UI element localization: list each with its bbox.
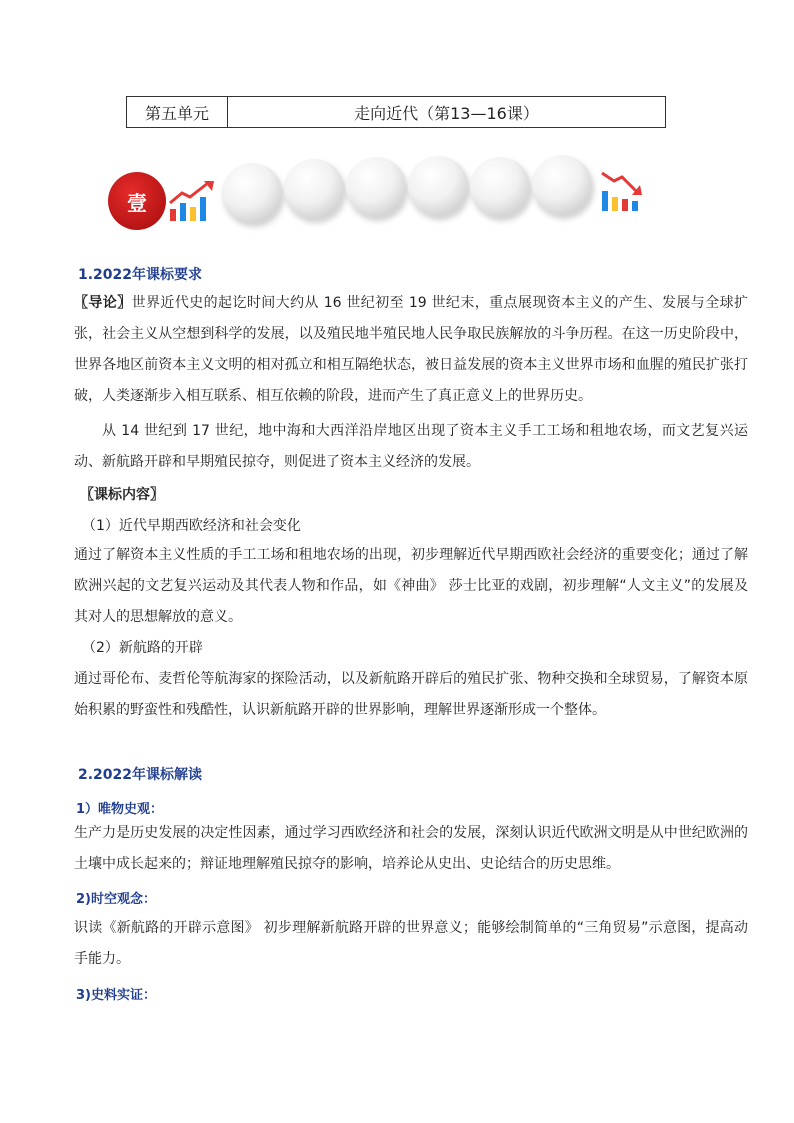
materialism-text: 生产力是历史发展的决定性因素，通过学习西欧经济和社会的发展，深刻认识近代欧洲文明是从中世纪欧洲的土壤中成长起来的；辩证地理解殖民掠夺的影响，培养论从史出、史论结合的历史思维。 xyxy=(74,825,748,872)
decor-ball-6 xyxy=(532,155,592,215)
decor-ball-1 xyxy=(222,163,282,223)
content-label: 〖课标内容〗 xyxy=(80,487,164,503)
section1-heading: 1.2022年课标要求 xyxy=(78,267,203,283)
decor-ball-5 xyxy=(470,157,530,217)
decor-ball-2 xyxy=(284,159,344,219)
item2-title: （2）新航路的开辟 xyxy=(82,640,203,656)
spacetime-text: 识读《新航路的开辟示意图》 初步理解新航路开辟的世界意义；能够绘制简单的“三角贸易”示意图，提高动手能力。 xyxy=(74,920,748,967)
item2-text: 通过哥伦布、麦哲伦等航海家的探险活动，以及新航路开辟后的殖民扩张、物种交换和全球贸易，了解资本原始积累的野蛮性和残酷性，认识新航路开辟的世界影响，理解世界逐渐形成一个整体。 xyxy=(74,671,748,718)
item1-title: （1）近代早期西欧经济和社会变化 xyxy=(82,518,301,534)
intro-paragraph xyxy=(74,288,748,412)
subheading-materialism: 1）唯物史观： xyxy=(76,802,164,817)
unit-header-table xyxy=(126,96,666,128)
unit-title: 走向近代（第13—16课） xyxy=(354,103,539,123)
unit-label: 第五单元 xyxy=(127,97,228,127)
rising-chart-icon xyxy=(168,179,216,223)
falling-chart-icon xyxy=(600,169,644,213)
decor-ball-4 xyxy=(408,156,468,216)
section-badge: 壹 xyxy=(108,172,166,230)
intro-lead: 〖导论〗 xyxy=(74,295,132,311)
decor-ball-3 xyxy=(346,157,406,217)
section2-heading: 2.2022年课标解读 xyxy=(78,767,203,783)
intro-text: 世界近代史的起讫时间大约从 16 世纪初至 19 世纪末，重点展现资本主义的产生、发展与全球扩张，社会主义从空想到科学的发展，以及殖民地半殖民地人民争取民族解放的斗争历程。在这一历史阶段中，世界各地区前资本主义文明的相对孤立和相互隔绝状态，被日益发展的资本主义世界市场和血腥的殖民扩张打破，人类逐渐步入相互联系、相互依赖的阶段，进而产生了真正意义上的世界历史。 xyxy=(74,295,749,404)
subheading-evidence: 3)史料实证： xyxy=(76,988,156,1003)
item1-text: 通过了解资本主义性质的手工工场和租地农场的出现，初步理解近代早期西欧社会经济的重要变化；通过了解欧洲兴起的文艺复兴运动及其代表人物和作品，如《神曲》 莎士比亚的戏剧，初步理解“人文主义”的发展及其对人的思想解放的意义。 xyxy=(74,547,748,625)
decorative-banner xyxy=(108,155,648,230)
paragraph-2: 从 14 世纪到 17 世纪，地中海和大西洋沿岸地区出现了资本主义手工工场和租地农场，而文艺复兴运动、新航路开辟和早期殖民掠夺，则促进了资本主义经济的发展。 xyxy=(74,423,748,470)
subheading-spacetime: 2)时空观念： xyxy=(76,892,156,907)
